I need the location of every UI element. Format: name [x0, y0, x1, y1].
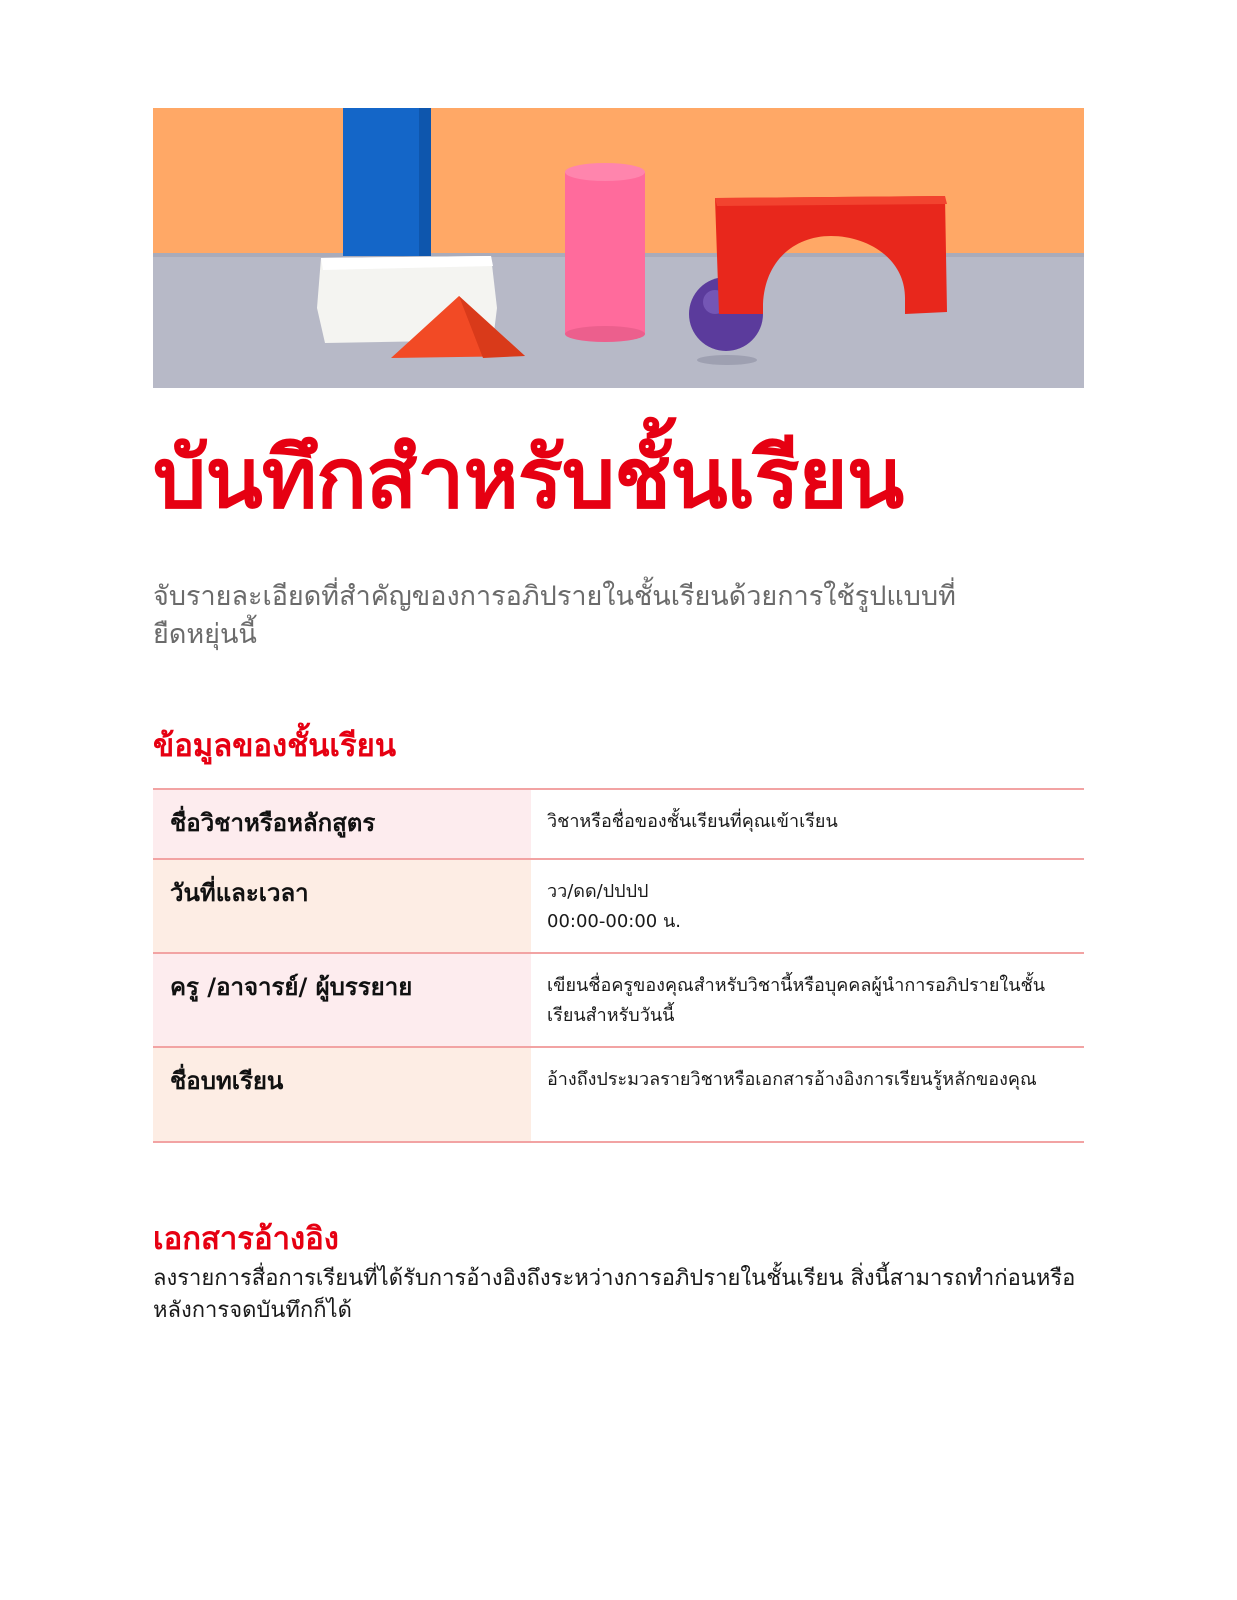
class-info-table — [153, 788, 1084, 1143]
page-title: บันทึกสำหรับชั้นเรียน — [153, 429, 904, 527]
date-value[interactable]: วว/ดด/ปปปป — [547, 881, 649, 902]
header-image — [153, 108, 1084, 388]
lesson-label: ชื่อบทเรียน — [153, 1047, 531, 1142]
references-body[interactable]: ลงรายการสื่อการเรียนที่ได้รับการอ้างอิงถึงระหว่างการอภิปรายในชั้นเรียน สิ่งนี้สามารถทำก่อนหรือหลังการจดบันทึกก็ได้ — [153, 1266, 1076, 1323]
table-row-teacher — [153, 953, 1084, 1047]
datetime-label: วันที่และเวลา — [153, 859, 531, 953]
lesson-value[interactable]: อ้างถึงประมวลรายวิชาหรือเอกสารอ้างอิงการเรียนรู้หลักของคุณ — [531, 1047, 1084, 1142]
table-row-datetime — [153, 859, 1084, 953]
course-label: ชื่อวิชาหรือหลักสูตร — [153, 789, 531, 859]
document-page — [153, 108, 1084, 1327]
course-value[interactable]: วิชาหรือชื่อของชั้นเรียนที่คุณเข้าเรียน — [531, 789, 1084, 859]
table-row-course — [153, 789, 1084, 859]
teacher-value[interactable]: เขียนชื่อครูของคุณสำหรับวิชานี้หรือบุคคลผู้นำการอภิปรายในชั้นเรียนสำหรับวันนี้ — [531, 953, 1084, 1047]
datetime-value[interactable] — [531, 859, 1084, 953]
page-subtitle: จับรายละเอียดที่สำคัญของการอภิปรายในชั้นเรียนด้วยการใช้รูปแบบที่ยืดหยุ่นนี้ — [153, 581, 956, 650]
time-value[interactable]: 00:00-00:00 น. — [547, 911, 681, 932]
teacher-label: ครู /อาจารย์/ ผู้บรรยาย — [153, 953, 531, 1047]
table-row-lesson — [153, 1047, 1084, 1142]
class-info-heading: ข้อมูลของชั้นเรียน — [153, 728, 397, 764]
references-heading: เอกสารอ้างอิง — [153, 1221, 339, 1257]
